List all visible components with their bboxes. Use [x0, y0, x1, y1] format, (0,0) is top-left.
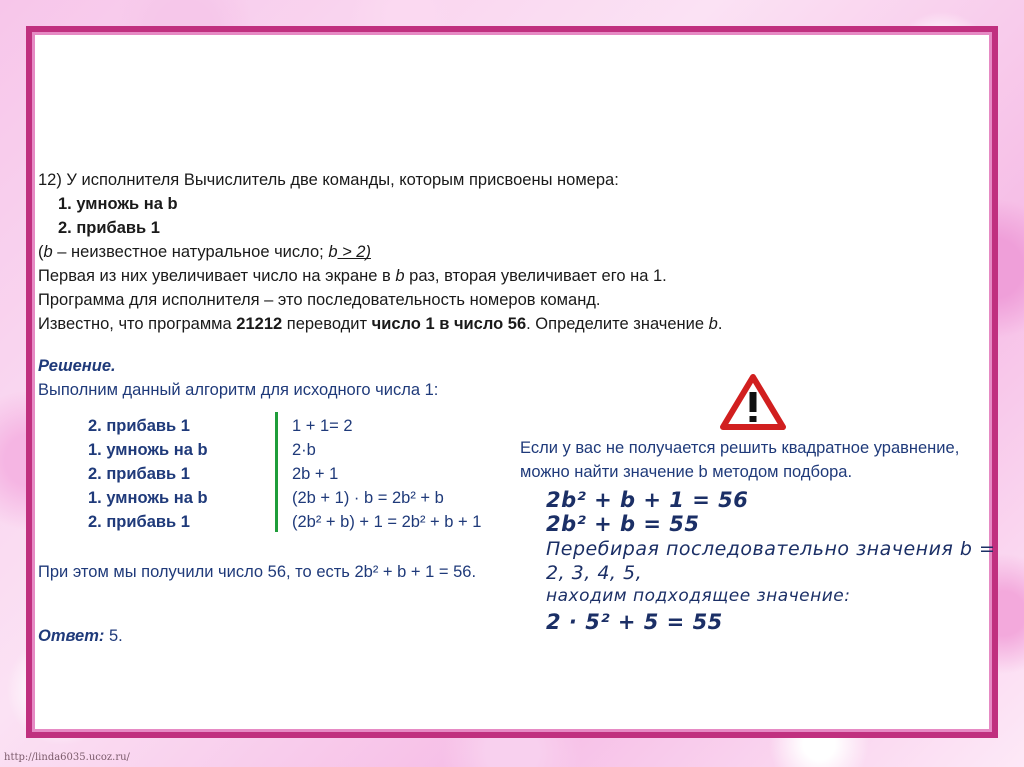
var-b: b [708, 315, 718, 333]
note-condition: > 2) [337, 243, 371, 261]
step-result: 2·b [292, 441, 316, 459]
step-command: 1. умножь на b [88, 441, 208, 459]
answer-value: 5. [104, 627, 123, 645]
step-result: 1 + 1= 2 [292, 417, 353, 435]
solution-intro: Выполним данный алгоритм для исходного числа 1: [38, 381, 439, 399]
handwritten-equation-2: 2b² + b = 55 [546, 512, 700, 536]
answer-label: Ответ: [38, 627, 105, 645]
answer [38, 628, 123, 645]
step-result: (2b + 1) · b = 2b² + b [292, 489, 444, 507]
hint-line-2: можно найти значение b методом подбора. [520, 463, 853, 481]
handwritten-line-4: 2, 3, 4, 5, [546, 562, 643, 584]
line-text: Первая из них увеличивает число на экране в [38, 267, 396, 285]
source-url: http://linda6035.ucoz.ru/ [4, 752, 130, 763]
program-number: 21212 [236, 315, 283, 333]
table-divider [275, 412, 278, 532]
step-command: 2. прибавь 1 [88, 513, 190, 531]
var-b: b [43, 243, 53, 261]
command-2: 2. прибавь 1 [58, 219, 160, 237]
problem-note: (b – неизвестное натуральное число; b > 2) [38, 243, 371, 261]
line-text: . Определите значение [526, 315, 709, 333]
line-text: переводит [282, 315, 372, 333]
problem-line-3 [38, 316, 722, 333]
line-text: раз, вторая увеличивает его на 1. [404, 267, 667, 285]
var-b: b [395, 267, 405, 285]
handwritten-equation-1: 2b² + b + 1 = 56 [546, 488, 749, 512]
problem-line-2: Программа для исполнителя – это последовательность номеров команд. [38, 291, 601, 309]
line-text: Известно, что программа [38, 315, 237, 333]
step-result: 2b + 1 [292, 465, 339, 483]
step-result: (2b² + b) + 1 = 2b² + b + 1 [292, 513, 482, 531]
handwritten-result: 2 · 5² + 5 = 55 [546, 610, 723, 634]
task-goal: число 1 в число 56 [371, 315, 527, 333]
handwritten-line-5: находим подходящее значение: [546, 586, 851, 606]
handwritten-line-3: Перебирая последовательно значения b = [546, 538, 996, 560]
problem-intro: 12) У исполнителя Вычислитель две команды, которым присвоены номера: [38, 171, 619, 189]
command-1: 1. умножь на b [58, 195, 178, 213]
note-text: – неизвестное натуральное число; [52, 243, 329, 261]
hint-line-1: Если у вас не получается решить квадратное уравнение, [520, 439, 960, 457]
problem-line-1 [38, 268, 667, 285]
step-command: 2. прибавь 1 [88, 417, 190, 435]
step-command: 2. прибавь 1 [88, 465, 190, 483]
solution-conclusion: При этом мы получили число 56, то есть 2b² + b + 1 = 56. [38, 563, 477, 581]
var-b: b [328, 243, 338, 261]
step-command: 1. умножь на b [88, 489, 208, 507]
solution-heading: Решение. [38, 357, 116, 375]
line-text: . [717, 315, 723, 333]
warning-icon [720, 374, 786, 435]
